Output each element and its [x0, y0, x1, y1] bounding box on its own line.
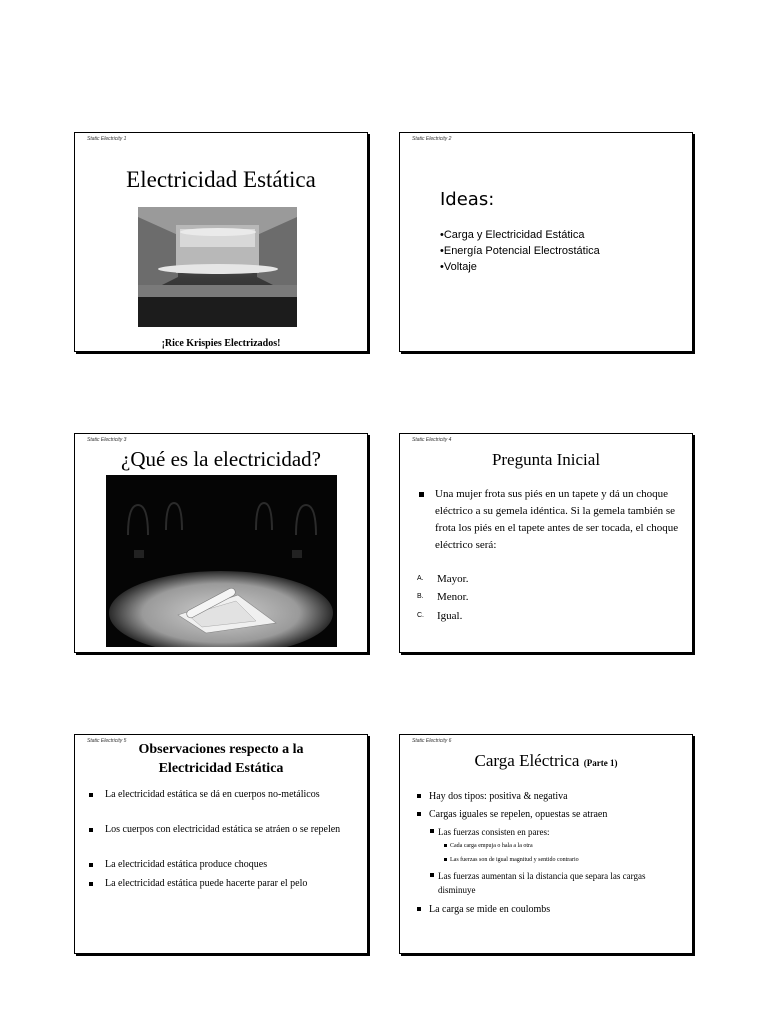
bullet-marker [430, 829, 434, 833]
sub-list-item [430, 825, 680, 839]
bullet-marker [417, 794, 421, 798]
sub-bullet-text: Las fuerzas consisten en pares: [438, 827, 550, 837]
slide-title: Electricidad Estática [126, 167, 316, 192]
sub-sub-list-item [444, 840, 680, 852]
bullet-marker [444, 858, 447, 861]
bullet-marker [419, 492, 424, 497]
list-item [89, 857, 355, 873]
bullet-marker [89, 828, 93, 832]
slide-1 [74, 132, 368, 352]
spotlight-graphic [106, 475, 337, 647]
list-item [89, 876, 355, 892]
slide-number-label: Static Electricity 5 [87, 738, 127, 744]
bullet-text: La electricidad estática se dá en cuerpos no-metálicos [105, 789, 320, 800]
bullet-marker [89, 882, 93, 886]
sub-sub-list-item [444, 854, 680, 866]
bullet-text: La electricidad estática puede hacerte parar el pelo [105, 878, 308, 889]
slide-5 [74, 734, 368, 954]
question-text: Una mujer frota sus piés en un tapete y dá un choque eléctrico a su gemela idéntica. Si la gemela también se frota los piés en el tapete antes de ser tocada, el choque eléctrico será: [435, 488, 679, 551]
bullet-text: La carga se mide en coulombs [429, 904, 551, 915]
spotlight-image [106, 475, 337, 647]
list-item [89, 787, 355, 803]
slide-number-label: Static Electricity 1 [87, 136, 127, 142]
ideas-list [440, 227, 600, 275]
slide-title-line-2: Electricidad Estática [158, 761, 284, 776]
option-letter: C. [417, 612, 424, 619]
slide-number-label: Static Electricity 3 [87, 437, 127, 443]
bullet-marker [430, 873, 434, 877]
slide-3 [74, 433, 368, 653]
title-suffix: (Parte 1) [583, 758, 618, 768]
list-item: •Energía Potencial Electrostática [440, 245, 600, 257]
option-letter: B. [417, 593, 424, 600]
option-text: Menor. [437, 591, 469, 603]
sub-sub-bullet-text: Las fuerzas son de igual magnitud y sentido contrario [450, 857, 579, 863]
list-item: •Carga y Electricidad Estática [440, 229, 585, 241]
slide-title [400, 751, 692, 771]
slide-4 [399, 433, 693, 653]
bullet-marker [444, 844, 447, 847]
option-text: Mayor. [437, 573, 469, 585]
slide-title: ¿Qué es la electricidad? [121, 447, 321, 471]
bullet-text: La electricidad estática produce choques [105, 859, 268, 870]
slide-number-label: Static Electricity 2 [412, 136, 452, 142]
bullet-text: Hay dos tipos: positiva & negativa [429, 791, 568, 802]
list-item [89, 822, 355, 838]
list-item [417, 806, 683, 823]
bullet-text: Los cuerpos con electricidad estática se atráen o se repelen [105, 824, 341, 835]
sub-bullet-text: Las fuerzas aumentan si la distancia que separa las cargas disminuye [438, 871, 646, 895]
bullet-marker [417, 812, 421, 816]
bullet-text: Cargas iguales se repelen, opuestas se atraen [429, 809, 608, 820]
slide-title: Pregunta Inicial [491, 450, 601, 469]
list-item [417, 788, 683, 805]
slide-2 [399, 132, 693, 352]
bullet-marker [89, 793, 93, 797]
option-letter: A. [417, 575, 424, 582]
answer-option [417, 591, 468, 603]
slide-number-label: Static Electricity 4 [412, 437, 452, 443]
list-item [417, 901, 683, 918]
answer-option [417, 610, 462, 622]
photo-caption: ¡Rice Krispies Electrizados! [161, 338, 281, 349]
rice-krispies-photo [138, 207, 297, 327]
bullet-marker [89, 863, 93, 867]
slide-number-label: Static Electricity 6 [412, 738, 452, 744]
sub-sub-bullet-text: Cada carga empuja o hala a la otra [450, 843, 533, 849]
title-text: Carga Eléctrica [474, 751, 580, 770]
bullet-marker [417, 907, 421, 911]
option-text: Igual. [437, 610, 463, 622]
question-bullet [419, 486, 681, 554]
slide-title-line-1: Observaciones respecto a la [138, 742, 304, 757]
answer-option [417, 573, 468, 585]
slide-title: Ideas: [440, 189, 495, 210]
slide-6 [399, 734, 693, 954]
sub-list-item [430, 869, 680, 897]
list-item: •Voltaje [440, 261, 477, 273]
photo-graphic [138, 207, 297, 327]
